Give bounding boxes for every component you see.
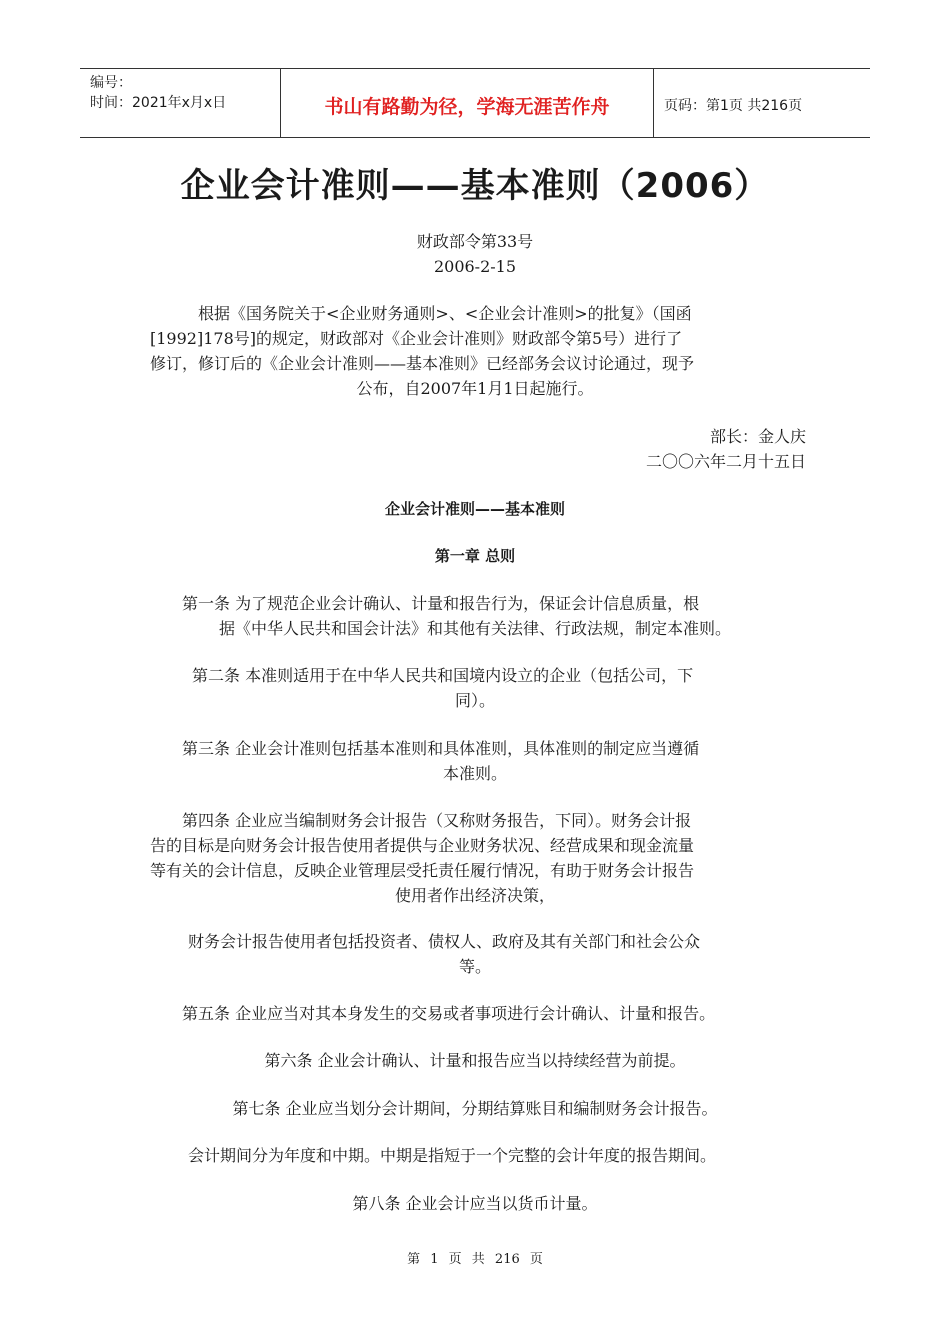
article-line: 第八条 企业会计应当以货币计量。	[352, 1194, 598, 1213]
article-line: 第五条 企业应当对其本身发生的交易或者事项进行会计确认、计量和报告。	[182, 1004, 716, 1023]
header-meta	[80, 69, 281, 137]
document-title: 企业会计准则——基本准则（2006）	[180, 166, 770, 206]
time-label: 时间：2021年x月x日	[90, 95, 227, 111]
sign-date: 二〇〇六年二月十五日	[645, 452, 806, 471]
article-line: 同）。	[454, 691, 495, 710]
number-label: 编号：	[90, 75, 132, 91]
motto: 书山有路勤为径，学海无涯苦作舟	[281, 69, 654, 137]
order-date: 2006-2-15	[433, 257, 517, 276]
article-line: 第四条 企业应当编制财务会计报告（又称财务报告，下同）。财务会计报	[182, 811, 692, 830]
order-number: 财政部令第33号	[416, 232, 534, 251]
preamble-line: [1992]178号]的规定，财政部对《企业会计准则》财政部令第5号）进行了	[150, 329, 683, 348]
article-line: 等。	[458, 957, 491, 976]
article-line: 财务会计报告使用者包括投资者、债权人、政府及其有关部门和社会公众	[188, 932, 701, 951]
preamble-line: 根据《国务院关于<企业财务通则>、<企业会计准则>的批复》（国函	[198, 304, 692, 323]
page-info: 页码：第1页 共216页	[664, 98, 803, 114]
article-line: 等有关的会计信息，反映企业管理层受托责任履行情况，有助于财务会计报告	[150, 861, 695, 880]
article-line: 第二条 本准则适用于在中华人民共和国境内设立的企业（包括公司，下	[192, 666, 694, 685]
article-line: 使用者作出经济决策，	[394, 886, 555, 905]
article-line: 第六条 企业会计确认、计量和报告应当以持续经营为前提。	[264, 1051, 686, 1070]
article-line: 据《中华人民共和国会计法》和其他有关法律、行政法规，制定本准则。	[218, 619, 731, 638]
signer: 部长：金人庆	[709, 427, 806, 446]
subtitle: 企业会计准则——基本准则	[384, 500, 565, 518]
article-line: 本准则。	[442, 764, 507, 783]
preamble-line: 公布，自2007年1月1日起施行。	[356, 379, 594, 398]
article-line: 第七条 企业应当划分会计期间，分期结算账目和编制财务会计报告。	[232, 1099, 718, 1118]
chapter-heading: 第一章 总则	[434, 547, 516, 565]
article-line: 会计期间分为年度和中期。中期是指短于一个完整的会计年度的报告期间。	[188, 1146, 717, 1165]
article-line: 第三条 企业会计准则包括基本准则和具体准则，具体准则的制定应当遵循	[182, 739, 700, 758]
article-line: 告的目标是向财务会计报告使用者提供与企业财务状况、经营成果和现金流量	[150, 836, 695, 855]
header-table	[80, 68, 870, 138]
preamble-line: 修订，修订后的《企业会计准则——基本准则》已经部务会议讨论通过，现予	[150, 354, 695, 373]
article-line: 第一条 为了规范企业会计确认、计量和报告行为，保证会计信息质量，根	[182, 594, 700, 613]
page-footer: 第 1 页 共 216 页	[407, 1252, 543, 1267]
